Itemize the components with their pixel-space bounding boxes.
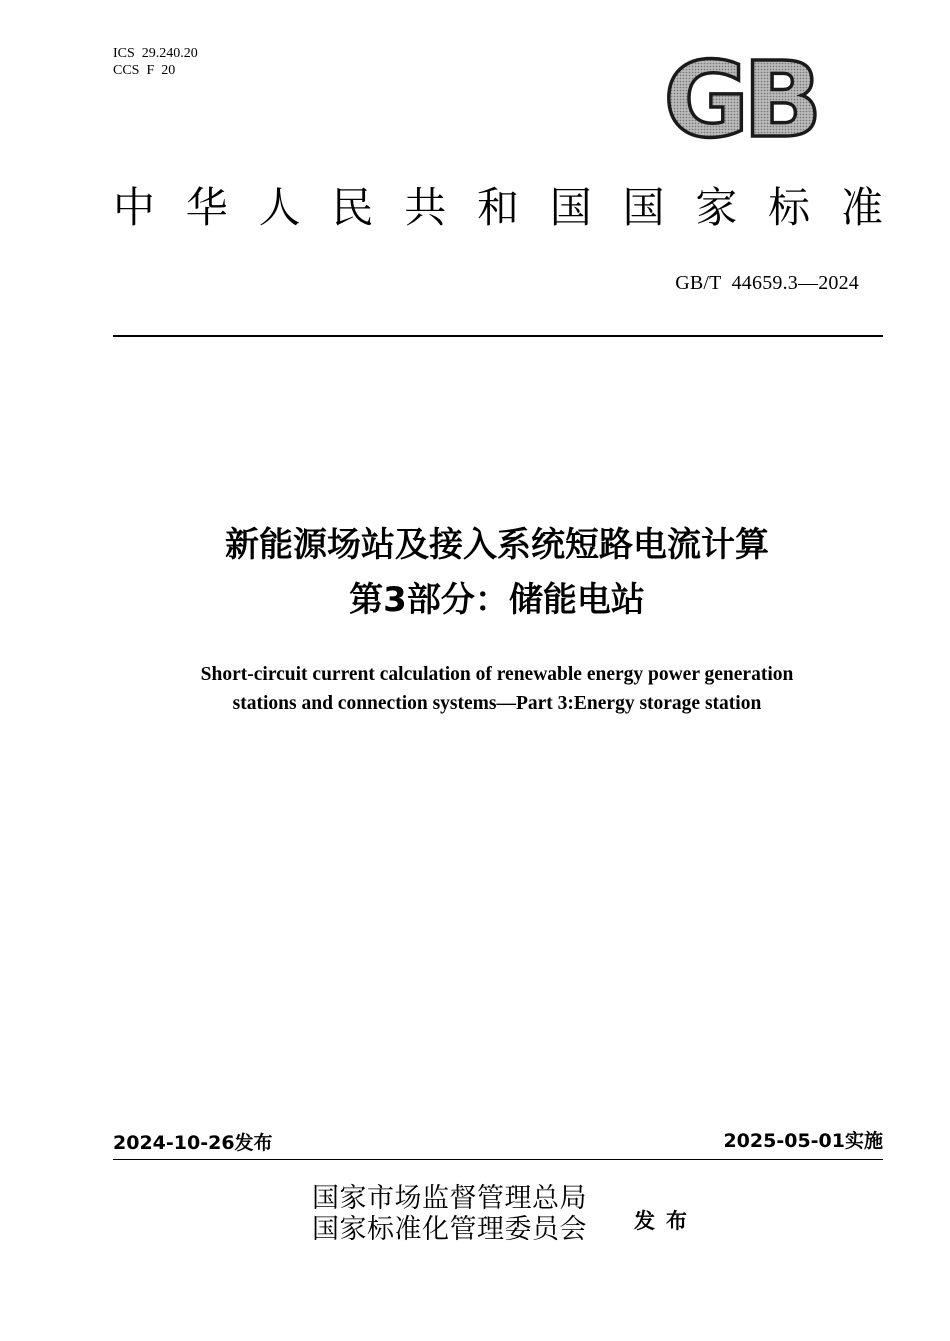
- issuer-samr: 国家市场监督管理总局: [312, 1183, 587, 1214]
- header-divider: [113, 335, 883, 337]
- national-title-char: 中: [113, 183, 156, 232]
- ccs-code: CCS F 20: [113, 63, 176, 78]
- national-title-char: 华: [185, 183, 228, 232]
- ics-code: ICS 29.240.20: [113, 46, 198, 61]
- issuer-sac: 国家标准化管理委员会: [312, 1214, 587, 1245]
- title-zh-line1: 新能源场站及接入系统短路电流计算: [225, 525, 769, 565]
- national-title-char: 共: [404, 183, 447, 232]
- title-en-line2: stations and connection systems—Part 3:Energy storage station: [232, 693, 762, 714]
- gb-logo: [646, 50, 834, 144]
- standard-number: GB/T 44659.3—2024: [675, 272, 859, 294]
- national-title-char: 和: [476, 183, 519, 232]
- national-standard-title: [113, 182, 883, 234]
- issue-date: 2024-10-26发布: [113, 1132, 273, 1154]
- national-title-char: 人: [258, 183, 301, 232]
- gb-logo-text: GB: [663, 50, 817, 144]
- national-title-char: 准: [840, 183, 883, 232]
- national-title-char: 国: [622, 183, 665, 232]
- national-title-char: 国: [549, 183, 592, 232]
- issuing-authorities: [312, 1183, 587, 1245]
- implementation-date: 2025-05-01实施: [723, 1130, 883, 1152]
- publish-label: 发布: [634, 1209, 698, 1233]
- classification-codes: [113, 45, 198, 79]
- footer-divider: [113, 1159, 883, 1160]
- national-title-char: 家: [695, 183, 738, 232]
- title-zh-line2: 第3部分：储能电站: [349, 580, 645, 620]
- national-title-char: 民: [331, 183, 374, 232]
- national-title-char: 标: [768, 183, 811, 232]
- title-en-line1: Short-circuit current calculation of renewable energy power generation: [200, 664, 794, 685]
